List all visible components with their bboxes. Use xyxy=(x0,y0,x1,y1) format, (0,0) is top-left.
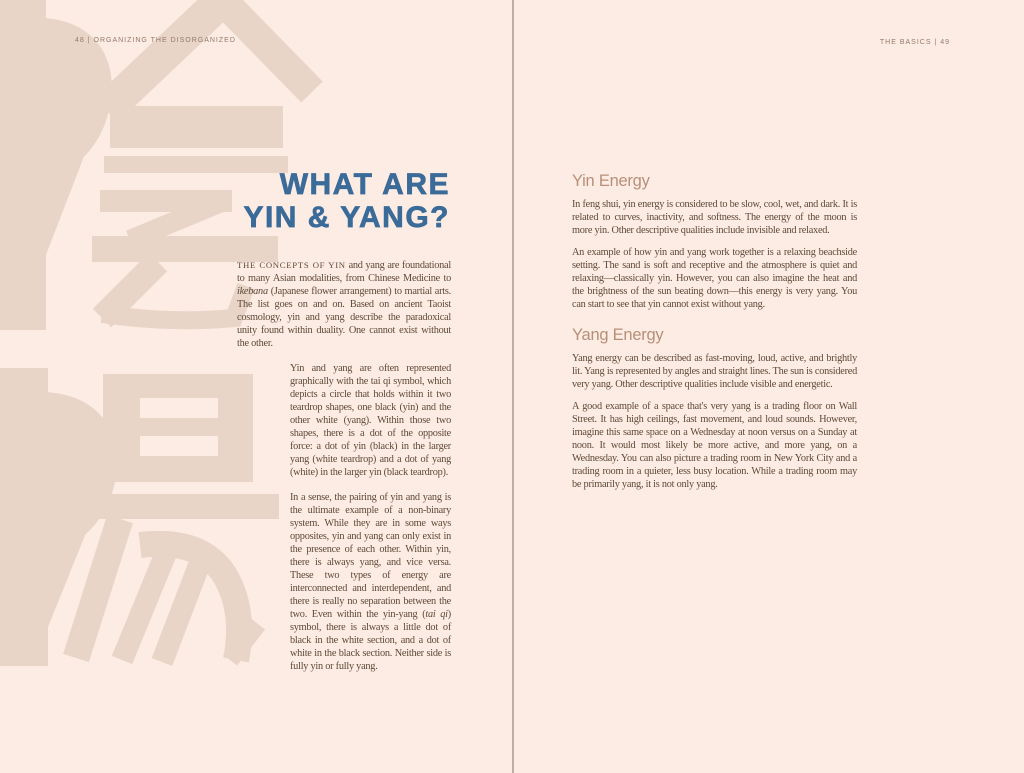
left-text-column xyxy=(237,259,451,685)
right-text-column xyxy=(572,172,857,500)
chapter-title xyxy=(243,168,450,234)
chapter-title-line2: YIN & YANG? xyxy=(243,201,450,234)
non-binary-paragraph xyxy=(290,491,451,673)
right-page xyxy=(514,0,1024,773)
left-running-head: 48 | ORGANIZING THE DISORGANIZED xyxy=(75,37,236,44)
para3-italic-tai-qi: tai qi xyxy=(425,609,448,620)
yin-energy-heading: Yin Energy xyxy=(572,172,650,190)
yin-energy-paragraph-2: An example of how yin and yang work together is a relaxing beachside setting. The sand is soft and receptive and the atmosphere is quiet and relaxing—classically yin. However, you can also imagine the heat and the brightness of the sun beating down—this energy is very yang. You can start to see that yin cannot exist without yang. xyxy=(572,247,857,310)
yang-energy-paragraph-2: A good example of a space that's very yang is a trading floor on Wall Street. It has high ceilings, fast movement, and loud sounds. However, imagine this same space on a Wednesday at noon versus on a Sunday at noon. It would most likely be more active, and more yang, on a Wednesday. You can also picture a trading room in New York City and a trading room in a quieter, less busy location. While a trading room may be primarily yang, it is not only yang. xyxy=(572,401,857,490)
intro-italic-ikebana: ikebana xyxy=(237,286,268,297)
chapter-title-line1: WHAT ARE xyxy=(279,168,450,201)
yang-energy-heading: Yang Energy xyxy=(572,326,664,344)
yang-energy-paragraph-1: Yang energy can be described as fast-moving, loud, active, and brightly lit. Yang is represented by angles and straight lines. The sun is considered very yang. Other descriptive qualities include visible and energetic. xyxy=(572,353,857,390)
intro-leadin: THE CONCEPTS OF YIN xyxy=(237,260,346,270)
intro-seg1: and yang are foundational to many Asian modalities, from Chinese Medicine to xyxy=(237,260,451,284)
para3-seg1: In a sense, the pairing of yin and yang is the ultimate example of a non-binary system. While they are in some ways opposites, yin and yang can only exist in the presence of each other. Within yin, there is always yang, and vice versa. These two types of energy are interconnected and interdependent, and there is really no separation between the two. Even within the yin-yang ( xyxy=(290,492,451,620)
intro-seg2: (Japanese flower arrangement) to martial arts. The list goes on and on. Based on ancient Taoist cosmology, yin and yang describe the paradoxical unity found within duality. One cannot exist without the other. xyxy=(237,286,451,349)
para3-seg2: ) symbol, there is always a little dot of black in the white section, and a dot of white in the black section. Neither side is fully yin or fully yang. xyxy=(290,609,451,672)
tai-qi-paragraph: Yin and yang are often represented graphically with the tai qi symbol, which depicts a circle that holds within it two teardrop shapes, one black (yin) and the other white (yang). Within those two shapes, there is a dot of the opposite force: a dot of yin (black) in the larger yang (white teardrop) and a dot of yang (white) in the larger yin (black teardrop). xyxy=(290,363,451,478)
intro-paragraph xyxy=(237,259,451,350)
right-running-head: THE BASICS | 49 xyxy=(879,39,950,46)
yin-energy-paragraph-1: In feng shui, yin energy is considered to be slow, cool, wet, and dark. It is related to curves, inactivity, and softness. The energy of the moon is more yin. Other descriptive qualities include invisible and relaxed. xyxy=(572,199,857,236)
